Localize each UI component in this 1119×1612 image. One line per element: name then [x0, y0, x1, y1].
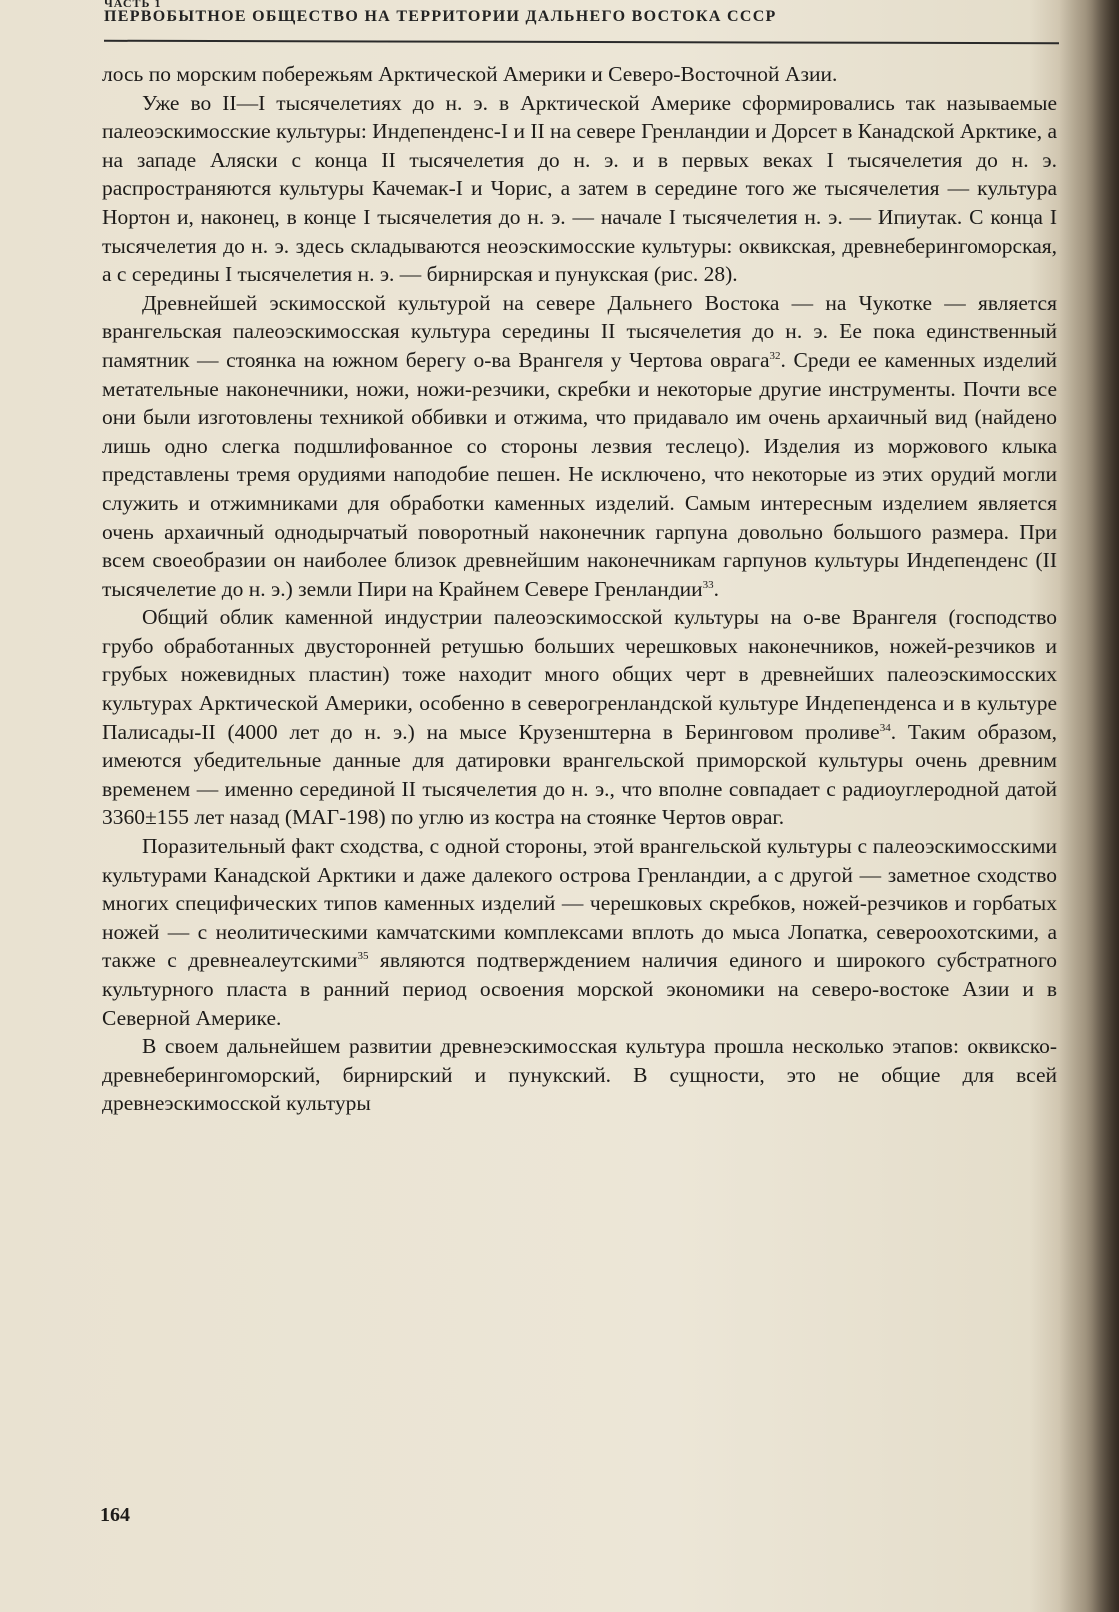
paragraph-4-tail: . Таким образом, имеются убедительные данные для датировки врангельской приморской культуры очень древним временем — именно серединой II тысячелетия до н. э., что вполне совпадает с радиоуглеродной датой 3360±155 лет назад (МАГ-198) по углю из костра на стоянке Чертов овраг.: [102, 719, 1058, 830]
paragraph-4-text: Общий облик каменной индустрии палеоэскимосской культуры на о-ве Врангеля (господство грубо обработанных двусторонней ретушью больших черешковых наконечников, ножей-резчиков и грубых ножевидных пластин) тоже находит много общих черт в древнейших палеоэскимосских культурах Арктической Америки, особенно в северогренландской культуре Индепенденса и в культуре Палисады-II (4000 лет до н. э.) на мысе Крузенштерна в Беринговом проливе: [102, 605, 1057, 744]
footnote-ref-33: 33: [702, 578, 714, 591]
paragraph-5: [102, 832, 1057, 1032]
paragraph-2: [102, 89, 1057, 289]
paragraph-3-end: .: [713, 576, 720, 601]
running-head-title: ПЕРВОБЫТНОЕ ОБЩЕСТВО НА ТЕРРИТОРИИ ДАЛЬНЕГО ВОСТОКА СССР: [104, 8, 777, 25]
paragraph-3-tail: . Среди ее каменных изделий метательные наконечники, ножи, ножи-резчики, скребки и некоторые другие инструменты. Почти все они были изготовлены техникой оббивки и отжима, что придавало им очень архаичный вид (найдено лишь одно слегка подшлифованное со стороны лезвия теслецо). Изделия из моржового клыка представлены тремя орудиями наподобие пешен. Не исключено, что некоторые из этих орудий могли служить и отжимниками для обработки каменных изделий. Самым интересным изделием является очень архаичный однодырчатый поворотный наконечник гарпуна довольно большого размера. При всем своеобразии он наиболее близок древнейшим наконечникам гарпунов культуры Индепенденс (II тысячелетие до н. э.) земли Пири на Крайнем Севере Гренландии: [102, 347, 1058, 601]
page-gutter-shadow: [1059, 0, 1119, 1612]
paragraph-5-tail: являются подтверждением наличия единого и широкого субстратного культурного пласта в ранний период освоения морской экономики на северо-востоке Азии и в Северной Америке.: [102, 948, 1058, 1030]
paragraph-3-text: Древнейшей эскимосской культурой на севере Дальнего Востока — на Чукотке — является врангельская палеоэскимосская культура середины II тысячелетия до н. э. Ее пока единственный памятник — стоянка на южном берегу о-ва Врангеля у Чертова оврага: [102, 290, 1057, 372]
body-text: [102, 60, 1057, 1118]
footnote-ref-35: 35: [357, 950, 369, 963]
part-label: ЧАСТЬ 1: [104, 0, 162, 7]
paragraph-1: [102, 60, 1057, 89]
paragraph-5-text: Поразительный факт сходства, с одной стороны, этой врангельской культуры с палеоэскимосскими культурами Канадской Арктики и даже далекого острова Гренландии, а с другой — заметное сходство многих специфических типов каменных изделий — черешковых скребков, ножей-резчиков и горбатых ножей — с неолитическими камчатскими комплексами вплоть до мыса Лопатка, североохотскими, а также с древнеалеутскими: [102, 834, 1057, 973]
paragraph-4: [102, 603, 1057, 832]
running-head: [104, 0, 1059, 27]
footnote-ref-32: 32: [769, 349, 781, 362]
header-rule: [104, 40, 1059, 45]
page-number: 164: [100, 1504, 130, 1526]
paragraph-1-text: лось по морским побережьям Арктической Америки и Северо-Восточной Азии.: [102, 62, 838, 86]
paragraph-2-text: Уже во II—I тысячелетиях до н. э. в Арктической Америке сформировались так называемые палеоэскимосские культуры: Индепенденс-I и II на севере Гренландии и Дорсет в Канадской Арктике, а на западе Аляски с конца II тысячелетия до н. э. и в первых веках I тысячелетия до н. э. распространяются культуры Качемак-I и Чорис, а затем в середине того же тысячелетия — культура Нортон и, наконец, в конце I тысячелетия до н. э. — начале I тысячелетия н. э. — Ипиутак. С конца I тысячелетия до н. э. здесь складываются неоэскимосские культуры: оквикская, древнеберингоморская, а с середины I тысячелетия н. э. — бирнирская и пунукская (рис. 28).: [102, 90, 1057, 287]
paragraph-3: [102, 289, 1057, 604]
footnote-ref-34: 34: [879, 721, 891, 734]
paragraph-6-text: В своем дальнейшем развитии древнеэскимосская культура прошла несколько этапов: оквикско-древнеберингоморский, бирнирский и пунукский. В сущности, это не общие для всей древнеэскимосской культуры: [102, 1034, 1057, 1116]
paragraph-6: [102, 1032, 1057, 1118]
